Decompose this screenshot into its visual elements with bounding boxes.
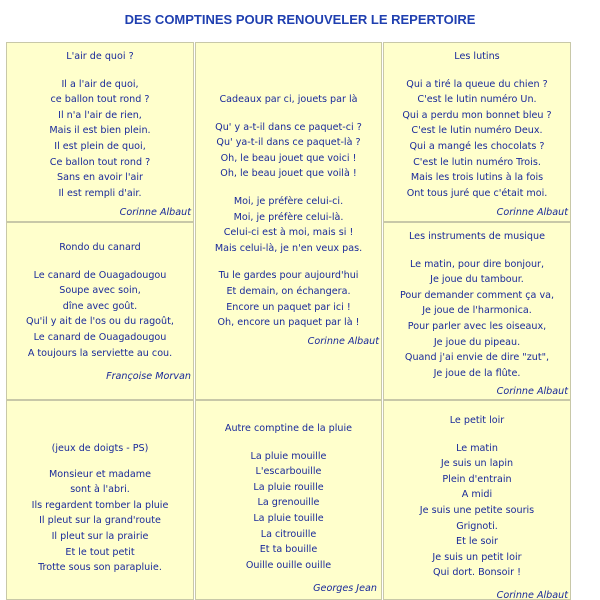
- poem-line: Plein d'entrain: [442, 473, 512, 485]
- poem-line: Et le tout petit: [65, 546, 135, 558]
- poem-line: Pour demander comment ça va,: [399, 289, 555, 301]
- poem-line: Il est rempli d'air.: [58, 187, 142, 199]
- poem-line: Qui dort. Bonsoir !: [432, 567, 522, 579]
- poem-title: (jeux de doigts - PS): [51, 443, 149, 454]
- poem-line: Il a l'air de quoi,: [61, 78, 139, 90]
- poem-cadeaux: [195, 42, 382, 400]
- poem-line: Oh, encore un paquet par là !: [217, 317, 360, 329]
- poem-line: Oh, le beau jouet que voici !: [220, 152, 357, 164]
- poem-title: L'air de quoi ?: [66, 51, 134, 62]
- poem-line: Et demain, on échangera.: [226, 285, 351, 297]
- poem-line: Monsieur et madame: [48, 468, 152, 480]
- poem-title: Cadeaux par ci, jouets par là: [219, 94, 358, 105]
- poem-line: Mais les trois lutins à la fois: [410, 172, 544, 184]
- poem-title: Rondo du canard: [59, 242, 141, 253]
- poem-jeux-de-doigts: [6, 400, 194, 600]
- poem-line: C'est le lutin numéro Deux.: [411, 125, 543, 137]
- poem-author: Georges Jean: [313, 583, 377, 594]
- poem-line: Qu' y a-t-il dans ce paquet-ci ?: [215, 121, 362, 133]
- poem-line: Je joue du tambour.: [430, 274, 524, 286]
- poem-line: Il pleut sur la prairie: [51, 530, 149, 542]
- poem-line: Ouille ouille ouille: [245, 559, 332, 571]
- poem-line: Ont tous juré que c'était moi.: [406, 187, 548, 199]
- poem-line: Le matin, pour dire bonjour,: [409, 258, 545, 270]
- poem-line: Je joue du pipeau.: [433, 336, 521, 348]
- poem-line: Et ta bouille: [259, 544, 318, 556]
- poem-line: C'est le lutin numéro Trois.: [413, 156, 541, 168]
- poem-line: Qui a tiré la queue du chien ?: [406, 78, 548, 90]
- poem-line: Grignoti.: [456, 520, 498, 532]
- poem-line: Qui a perdu mon bonnet bleu ?: [402, 109, 552, 121]
- poem-line: Le canard de Ouagadougou: [33, 331, 167, 343]
- poem-author: Corinne Albaut: [119, 207, 191, 218]
- poem-line: Tu le gardes pour aujourd'hui: [218, 270, 359, 282]
- poem-line: Je joue de la flûte.: [433, 367, 521, 379]
- poem-lutins: [383, 42, 571, 222]
- poem-line: Qu'il y ait de l'os ou du ragoût,: [26, 316, 174, 328]
- poem-line: Et le soir: [456, 536, 498, 548]
- poem-line: Je suis une petite souris: [419, 504, 535, 516]
- poem-title: Les instruments de musique: [409, 231, 545, 242]
- poem-line: Il n'a l'air de rien,: [58, 109, 142, 121]
- poem-line: Soupe avec soin,: [59, 285, 141, 297]
- poem-instruments: [383, 222, 571, 400]
- poem-line: Quand j'ai envie de dire "zut",: [404, 352, 550, 364]
- poem-line: Celui-ci est à moi, mais si !: [223, 227, 354, 239]
- poem-line: La grenouille: [257, 497, 320, 509]
- poem-line: sont à l'abri.: [70, 484, 130, 496]
- poem-line: Ce ballon tout rond ?: [49, 156, 151, 168]
- poem-line: Pour parler avec les oiseaux,: [407, 320, 547, 332]
- poem-line: A toujours la serviette au cou.: [27, 347, 173, 359]
- page-title: DES COMPTINES POUR RENOUVELER LE REPERTOIRE: [124, 12, 476, 27]
- poem-title: Les lutins: [454, 51, 500, 62]
- poem-line: Oh, le beau jouet que voilà !: [220, 168, 357, 180]
- poem-author: Corinne Albaut: [307, 336, 379, 347]
- poem-line: La pluie mouille: [250, 450, 327, 462]
- poem-line: dîne avec goût.: [62, 300, 138, 312]
- poem-line: Qu' ya-t-il dans ce paquet-là ?: [216, 137, 361, 149]
- poem-pluie: [195, 400, 382, 600]
- poem-line: Je suis un lapin: [440, 458, 514, 470]
- poem-petit-loir: [383, 400, 571, 600]
- poem-author: Corinne Albaut: [496, 207, 568, 218]
- poem-line: La pluie touille: [253, 512, 324, 524]
- poem-line: La pluie rouille: [253, 481, 324, 493]
- poem-line: C'est le lutin numéro Un.: [417, 94, 537, 106]
- poem-title: Le petit loir: [449, 415, 505, 426]
- poem-line: Moi, je préfère celui-là.: [233, 211, 344, 223]
- poem-line: Le canard de Ouagadougou: [33, 269, 167, 281]
- poem-line: Je suis un petit loir: [432, 551, 522, 563]
- poem-author: Corinne Albaut: [496, 590, 568, 600]
- poem-title: Autre comptine de la pluie: [224, 423, 353, 434]
- poem-line: Trotte sous son parapluie.: [38, 562, 162, 574]
- poem-line: Mais il est bien plein.: [49, 125, 151, 137]
- poem-line: Il pleut sur la grand'route: [39, 515, 161, 527]
- poem-line: Je joue de l'harmonica.: [422, 305, 532, 317]
- poem-line: Il est plein de quoi,: [54, 140, 146, 152]
- poem-author: Françoise Morvan: [106, 371, 191, 382]
- poem-line: Qui a mangé les chocolats ?: [409, 140, 545, 152]
- poem-line: Mais celui-là, je n'en veux pas.: [214, 242, 363, 254]
- poem-lair-de-quoi: [6, 42, 194, 222]
- poem-line: Encore un paquet par ici !: [226, 301, 351, 313]
- poem-rondo: [6, 222, 194, 400]
- poem-line: Ils regardent tomber la pluie: [31, 499, 169, 511]
- poem-line: Moi, je préfère celui-ci.: [233, 195, 344, 207]
- poem-line: La citrouille: [260, 528, 317, 540]
- poem-author: Corinne Albaut: [496, 386, 568, 397]
- poem-line: Le matin: [456, 442, 498, 454]
- poem-line: L'escarbouille: [255, 466, 322, 478]
- poem-line: ce ballon tout rond ?: [50, 94, 150, 106]
- poem-line: A midi: [461, 489, 493, 501]
- poem-line: Sans en avoir l'air: [56, 172, 143, 184]
